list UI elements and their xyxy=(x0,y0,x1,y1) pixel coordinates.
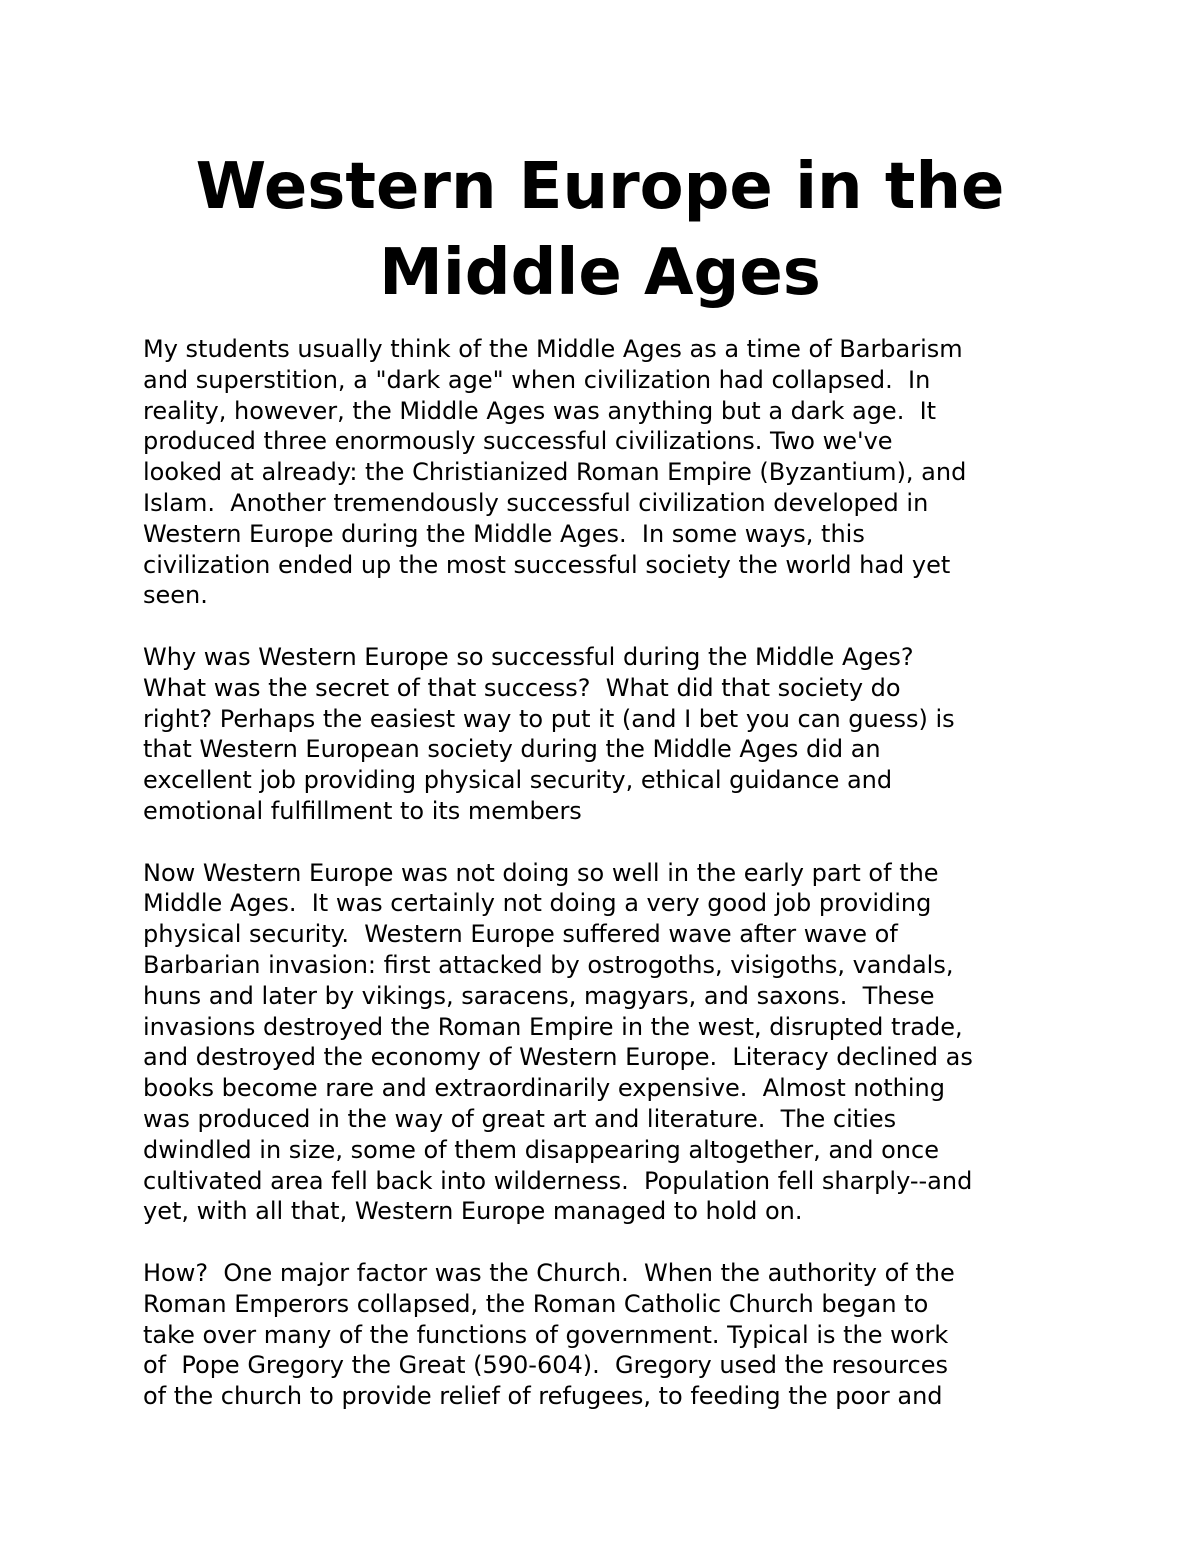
text-line: invasions destroyed the Roman Empire in the west, disrupted trade, xyxy=(143,1012,963,1041)
text-line: What was the secret of that success? What did that society do xyxy=(143,673,901,702)
text-line: yet, with all that, Western Europe managed to hold on. xyxy=(143,1197,803,1226)
text-line: emotional fulfillment to its members xyxy=(143,796,582,825)
body-text xyxy=(143,334,1143,1412)
text-line: Islam. Another tremendously successful civilization developed in xyxy=(143,488,929,517)
text-line: that Western European society during the Middle Ages did an xyxy=(143,735,881,764)
text-line: take over many of the functions of government. Typical is the work xyxy=(143,1320,949,1349)
text-line: My students usually think of the Middle Ages as a time of Barbarism xyxy=(143,335,963,363)
text-line: Barbarian invasion: first attacked by ostrogoths, visigoths, vandals, xyxy=(143,950,954,979)
text-line: Why was Western Europe so successful during the Middle Ages? xyxy=(143,642,914,671)
text-line: and superstition, a "dark age" when civilization had collapsed. In xyxy=(143,365,931,394)
text-line: cultivated area fell back into wilderness. Population fell sharply--and xyxy=(143,1166,973,1195)
text-line: produced three enormously successful civilizations. Two we've xyxy=(143,427,893,456)
paragraph-gap xyxy=(143,827,1143,858)
text-line: Western Europe during the Middle Ages. In some ways, this xyxy=(143,519,865,548)
text-line: of the church to provide relief of refugees, to feeding the poor and xyxy=(143,1382,943,1411)
text-line: right? Perhaps the easiest way to put it (and I bet you can guess) is xyxy=(143,704,955,733)
text-line: physical security. Western Europe suffered wave after wave of xyxy=(143,920,898,949)
text-line: excellent job providing physical security, ethical guidance and xyxy=(143,766,893,795)
text-line: Now Western Europe was not doing so well in the early part of the xyxy=(143,858,939,887)
text-line: civilization ended up the most successful society the world had yet xyxy=(143,550,951,579)
title-line: Middle Ages xyxy=(379,236,821,310)
text-line: Roman Emperors collapsed, the Roman Catholic Church began to xyxy=(143,1289,929,1318)
text-line: and destroyed the economy of Western Europe. Literacy declined as xyxy=(143,1043,973,1072)
text-line: huns and later by vikings, saracens, magyars, and saxons. These xyxy=(143,981,935,1010)
paragraph-gap xyxy=(143,1227,1143,1258)
text-line: How? One major factor was the Church. When the authority of the xyxy=(143,1258,955,1287)
text-line: Middle Ages. It was certainly not doing a very good job providing xyxy=(143,889,932,918)
text-line: reality, however, the Middle Ages was anything but a dark age. It xyxy=(143,396,937,425)
title-line: Western Europe in the xyxy=(195,150,1005,224)
paragraph-gap xyxy=(143,611,1143,642)
text-line: seen. xyxy=(143,581,208,610)
paragraph xyxy=(143,334,1143,611)
text-line: books become rare and extraordinarily expensive. Almost nothing xyxy=(143,1074,945,1103)
text-line: of Pope Gregory the Great (590-604). Gregory used the resources xyxy=(143,1351,948,1380)
paragraph xyxy=(143,642,1143,827)
paragraph xyxy=(143,858,1143,1228)
page-title xyxy=(100,144,1100,316)
text-line: looked at already: the Christianized Roman Empire (Byzantium), and xyxy=(143,458,967,487)
text-line: was produced in the way of great art and literature. The cities xyxy=(143,1104,897,1133)
text-line: dwindled in size, some of them disappearing altogether, and once xyxy=(143,1135,939,1164)
paragraph xyxy=(143,1258,1143,1412)
